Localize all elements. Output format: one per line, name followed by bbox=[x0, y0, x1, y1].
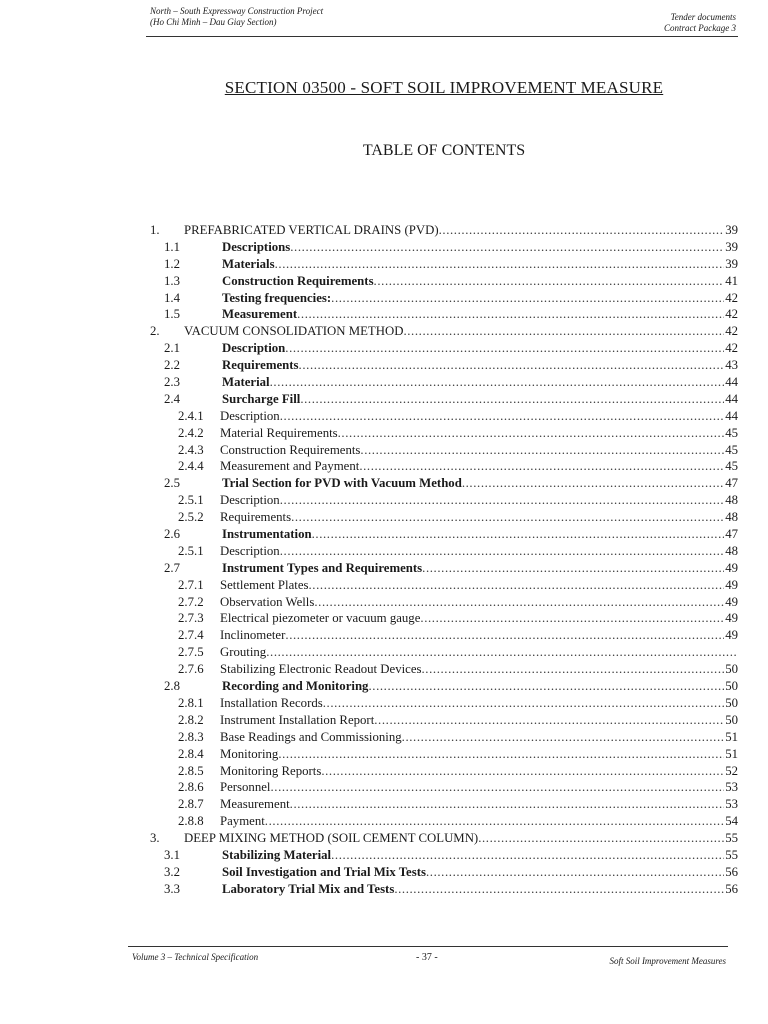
toc-entry-line bbox=[222, 340, 738, 357]
toc-entry-page: 50 bbox=[725, 712, 738, 727]
toc-entry-number: 2.5.1 bbox=[178, 543, 204, 558]
toc-entry bbox=[130, 425, 740, 442]
toc-entry-leader bbox=[439, 222, 725, 239]
toc-entry-title: Material bbox=[222, 375, 270, 390]
toc-entry-line bbox=[220, 763, 738, 780]
toc-entry-page: 39 bbox=[725, 239, 738, 254]
footer-volume: Volume 3 – Technical Specification bbox=[132, 952, 259, 962]
toc-entry-leader bbox=[278, 746, 724, 763]
footer-page-number: - 37 - bbox=[416, 952, 438, 963]
toc-entry-leader bbox=[374, 712, 724, 729]
section-title: SECTION 03500 - SOFT SOIL IMPROVEMENT MEASURE bbox=[224, 78, 664, 97]
toc-entry-number: 2.4 bbox=[164, 391, 180, 406]
toc-entry bbox=[130, 644, 740, 661]
toc-entry-title: Personnel bbox=[220, 780, 271, 795]
toc-entry-number: 2.8.1 bbox=[178, 695, 204, 710]
toc-entry-number: 1.4 bbox=[164, 290, 180, 305]
toc-entry-page: 39 bbox=[725, 256, 738, 271]
toc-entry-title: Description bbox=[220, 408, 280, 423]
toc-entry-title: Testing frequencies: bbox=[222, 290, 332, 305]
toc-entry-title: Construction Requirements bbox=[222, 273, 374, 288]
toc-entry-line bbox=[220, 779, 738, 796]
toc-entry-leader bbox=[331, 847, 724, 864]
toc-entry-page: 48 bbox=[725, 543, 738, 558]
toc-entry-number: 2.6 bbox=[164, 527, 180, 542]
toc-entry-title: VACUUM CONSOLIDATION METHOD bbox=[184, 324, 404, 339]
toc-entry-number: 2.5 bbox=[164, 476, 180, 491]
toc-entry bbox=[130, 661, 740, 678]
toc-entry-number: 2.8.5 bbox=[178, 763, 204, 778]
toc-entry-title: Laboratory Trial Mix and Tests bbox=[222, 881, 395, 896]
toc-entry-page: 48 bbox=[725, 493, 738, 508]
toc-entry-page: 52 bbox=[725, 763, 738, 778]
toc-entry-line bbox=[220, 492, 738, 509]
toc-entry-page: 56 bbox=[725, 864, 738, 879]
header-project bbox=[150, 6, 323, 28]
toc-entry-number: 2.8.3 bbox=[178, 729, 204, 744]
toc-entry-line bbox=[184, 323, 738, 340]
toc-entry-number: 2.7.4 bbox=[178, 628, 204, 643]
toc-entry-page: 51 bbox=[725, 746, 738, 761]
toc-entry bbox=[130, 323, 740, 340]
toc-entry-page: 43 bbox=[725, 358, 738, 373]
toc-entry-number: 2.5.2 bbox=[178, 510, 204, 525]
toc-entry-leader bbox=[312, 526, 725, 543]
toc-entry-page: 45 bbox=[725, 442, 738, 457]
toc-entry-number: 2.8 bbox=[164, 679, 180, 694]
toc-entry-line bbox=[184, 830, 738, 847]
toc-entry-line bbox=[222, 560, 738, 577]
toc-entry-leader bbox=[420, 610, 724, 627]
toc-entry-page: 47 bbox=[725, 476, 738, 491]
toc-entry-number: 3.2 bbox=[164, 864, 180, 879]
toc-entry-line bbox=[220, 729, 738, 746]
toc-entry-line bbox=[222, 357, 738, 374]
toc-entry-number: 2.4.2 bbox=[178, 425, 204, 440]
toc-heading: TABLE OF CONTENTS bbox=[362, 142, 526, 159]
toc-entry-title: Instrument Installation Report bbox=[220, 712, 375, 727]
toc-entry-line bbox=[222, 256, 738, 273]
toc-entry bbox=[130, 526, 740, 543]
toc-entry-line bbox=[220, 543, 738, 560]
toc-entry bbox=[130, 475, 740, 492]
toc-entry-line bbox=[220, 695, 738, 712]
toc-entry bbox=[130, 543, 740, 560]
toc-entry bbox=[130, 610, 740, 627]
toc-entry-line bbox=[220, 627, 738, 644]
toc-entry-number: 2.8.6 bbox=[178, 780, 204, 795]
toc-entry-page: 50 bbox=[725, 679, 738, 694]
toc-entry-title: Settlement Plates bbox=[220, 577, 309, 592]
toc-entry-line bbox=[184, 222, 738, 239]
toc-entry-number: 2.3 bbox=[164, 375, 180, 390]
toc-entry-title: Description bbox=[220, 493, 280, 508]
toc-entry-line bbox=[222, 239, 738, 256]
toc-entry-leader bbox=[270, 374, 725, 391]
toc-entry bbox=[130, 408, 740, 425]
toc-entry-line bbox=[220, 442, 738, 459]
toc-entry-page: 44 bbox=[725, 391, 738, 406]
toc-entry-number: 1.5 bbox=[164, 307, 180, 322]
toc-entry-page: 49 bbox=[725, 560, 738, 575]
toc-entry-page: 55 bbox=[725, 847, 738, 862]
toc-entry-leader bbox=[426, 864, 724, 881]
toc-entry-leader bbox=[280, 543, 724, 560]
toc-entry-line bbox=[220, 746, 738, 763]
toc-entry bbox=[130, 594, 740, 611]
toc-entry-line bbox=[222, 391, 738, 408]
toc-entry-line bbox=[222, 847, 738, 864]
toc-entry-page: 50 bbox=[725, 695, 738, 710]
toc-entry-number: 1.3 bbox=[164, 273, 180, 288]
toc-entry-title: Material Requirements bbox=[220, 425, 338, 440]
toc-entry-leader bbox=[275, 256, 725, 273]
toc-entry-page: 39 bbox=[725, 223, 738, 237]
toc-entry-line bbox=[222, 374, 738, 391]
toc-entry-number: 2.8.2 bbox=[178, 712, 204, 727]
toc-entry-number: 2.4.1 bbox=[178, 408, 204, 423]
toc-entry bbox=[130, 306, 740, 323]
toc-entry-line bbox=[222, 290, 738, 307]
toc-entry-leader bbox=[422, 560, 724, 577]
toc-entry-page: 47 bbox=[725, 527, 738, 542]
toc-entry-line bbox=[222, 475, 738, 492]
toc-entry-line bbox=[222, 678, 738, 695]
toc-entry-leader bbox=[299, 357, 725, 374]
toc-entry bbox=[130, 847, 740, 864]
toc-entry-leader bbox=[323, 695, 724, 712]
toc-entry bbox=[130, 509, 740, 526]
toc-entry-title: Construction Requirements bbox=[220, 442, 361, 457]
toc-entry bbox=[130, 560, 740, 577]
toc-entry bbox=[130, 273, 740, 290]
toc-entry-number: 3.1 bbox=[164, 847, 180, 862]
toc-entry bbox=[130, 391, 740, 408]
toc-entry-title: Description bbox=[222, 341, 286, 356]
header-project-line1: North – South Expressway Construction Project bbox=[150, 6, 324, 16]
toc-entry-leader bbox=[297, 306, 724, 323]
toc-entry-number: 2.2 bbox=[164, 358, 180, 373]
toc-entry bbox=[130, 881, 740, 898]
toc-entry-number: 1.1 bbox=[164, 239, 180, 254]
toc-entry bbox=[130, 746, 740, 763]
toc-entry bbox=[130, 239, 740, 256]
toc-entry bbox=[130, 577, 740, 594]
toc-entry-line bbox=[220, 661, 738, 678]
toc-entry-title: Surcharge Fill bbox=[222, 391, 301, 406]
header-contract bbox=[664, 12, 736, 34]
toc-entry-title: Instrument Types and Requirements bbox=[222, 560, 423, 575]
toc-entry bbox=[130, 290, 740, 307]
toc-entry bbox=[130, 813, 740, 830]
toc-entry-number: 2.4.4 bbox=[178, 459, 204, 474]
toc-entry-leader bbox=[300, 391, 724, 408]
toc-entry bbox=[130, 729, 740, 746]
toc-entry-page: 54 bbox=[725, 814, 738, 829]
toc-entry-page: 49 bbox=[725, 577, 738, 592]
toc-entry-leader bbox=[394, 881, 724, 898]
toc-entry-page: 53 bbox=[725, 780, 738, 795]
toc-entry-leader bbox=[309, 577, 725, 594]
toc-entry-title: Observation Wells bbox=[220, 594, 315, 609]
toc-entry-page: 42 bbox=[725, 341, 738, 356]
toc-entry-number: 2.7 bbox=[164, 560, 180, 575]
toc-entry-title: PREFABRICATED VERTICAL DRAINS (PVD) bbox=[184, 223, 439, 237]
toc-entry-title: Recording and Monitoring bbox=[222, 679, 369, 694]
toc-entry-title: Monitoring bbox=[220, 746, 279, 761]
toc-entry-page: 48 bbox=[725, 510, 738, 525]
toc-entry-title: DEEP MIXING METHOD (SOIL CEMENT COLUMN) bbox=[184, 831, 479, 846]
toc-entry-line bbox=[220, 712, 738, 729]
toc-entry bbox=[130, 864, 740, 881]
toc-entry-leader bbox=[280, 492, 724, 509]
toc-entry-title: Requirements bbox=[222, 358, 299, 373]
toc-entry-title: Measurement bbox=[220, 797, 290, 812]
toc-entry-leader bbox=[422, 661, 725, 678]
toc-entry-title: Trial Section for PVD with Vacuum Method bbox=[222, 476, 462, 491]
toc-entry-title: Monitoring Reports bbox=[220, 763, 322, 778]
toc-entry bbox=[130, 492, 740, 509]
toc-entry-title: Inclinometer bbox=[220, 628, 286, 643]
header-divider bbox=[146, 36, 738, 37]
footer-divider bbox=[128, 946, 728, 947]
toc-entry-line bbox=[220, 408, 738, 425]
toc-entry-line bbox=[220, 509, 738, 526]
toc-entry-leader bbox=[402, 729, 725, 746]
toc-entry-number: 2.8.7 bbox=[178, 797, 204, 812]
toc-entry-title: Descriptions bbox=[222, 239, 291, 254]
footer-title: Soft Soil Improvement Measures bbox=[609, 956, 726, 966]
toc-entry-page: 42 bbox=[725, 290, 738, 305]
toc-entry-title: Materials bbox=[222, 256, 275, 271]
toc-entry-number: 2. bbox=[150, 324, 160, 339]
toc-entry-line bbox=[220, 644, 738, 661]
toc-entry-line bbox=[220, 594, 738, 611]
toc-entry-title: Installation Records bbox=[220, 695, 323, 710]
toc-entry-title: Requirements bbox=[220, 510, 292, 525]
header-project-line2: (Ho Chi Minh – Dau Giay Section) bbox=[150, 17, 277, 27]
toc-entry-leader bbox=[314, 594, 724, 611]
toc-entry-title: Stabilizing Material bbox=[222, 847, 332, 862]
toc-entry-line bbox=[222, 864, 738, 881]
toc-entry-page: 56 bbox=[725, 881, 738, 896]
toc-entry-leader bbox=[462, 475, 724, 492]
toc-entry bbox=[130, 763, 740, 780]
toc-entry-number: 2.8.8 bbox=[178, 814, 204, 829]
toc-entry-line bbox=[220, 425, 738, 442]
toc-entry bbox=[130, 627, 740, 644]
toc-entry-number: 1.2 bbox=[164, 256, 180, 271]
toc-entry-number: 2.7.2 bbox=[178, 594, 204, 609]
toc-entry bbox=[130, 458, 740, 475]
toc-entry-number: 2.7.5 bbox=[178, 645, 204, 660]
toc-entry-page: 53 bbox=[725, 797, 738, 812]
toc-entry-title: Payment bbox=[220, 814, 265, 829]
toc-entry-leader bbox=[331, 290, 724, 307]
toc-entry-page: 42 bbox=[725, 307, 738, 322]
toc-entry-page: 49 bbox=[725, 611, 738, 626]
toc-entry-leader bbox=[291, 509, 724, 526]
toc-entry bbox=[130, 779, 740, 796]
toc-entry bbox=[130, 340, 740, 357]
toc-entry-line bbox=[220, 813, 738, 830]
toc-entry-leader bbox=[290, 796, 725, 813]
toc-entry-number: 2.7.6 bbox=[178, 662, 204, 677]
toc-entry-leader bbox=[290, 239, 724, 256]
toc-entry-page: 44 bbox=[725, 408, 738, 423]
toc-entry bbox=[130, 357, 740, 374]
toc-entry-title: Measurement bbox=[222, 307, 298, 322]
toc-entry-leader bbox=[265, 813, 724, 830]
toc-entry bbox=[130, 678, 740, 695]
toc-entry bbox=[130, 222, 740, 239]
toc-entry-line bbox=[220, 796, 738, 813]
toc-entry-leader bbox=[285, 627, 724, 644]
toc-entry-title: Soil Investigation and Trial Mix Tests bbox=[222, 864, 426, 879]
toc-entry-title: Grouting bbox=[220, 645, 267, 660]
toc-entry-title: Electrical piezometer or vacuum gauge bbox=[220, 611, 421, 626]
toc-entry-leader bbox=[368, 678, 724, 695]
toc-entry-page: 51 bbox=[725, 729, 738, 744]
header-contract-line2: Contract Package 3 bbox=[664, 23, 736, 33]
toc-entry-line bbox=[222, 273, 738, 290]
toc-entry-number: 2.7.3 bbox=[178, 611, 204, 626]
toc-entry bbox=[130, 712, 740, 729]
toc-entry-number: 2.4.3 bbox=[178, 442, 204, 457]
toc-entry-title: Instrumentation bbox=[222, 527, 312, 542]
toc-entry-number: 2.1 bbox=[164, 341, 180, 356]
header-contract-line1: Tender documents bbox=[670, 12, 736, 22]
toc-entry-page: 50 bbox=[725, 662, 738, 677]
toc-entry-page: 41 bbox=[725, 273, 738, 288]
toc-entry-leader bbox=[359, 458, 724, 475]
toc-entry bbox=[130, 830, 740, 847]
toc-entry-page: 49 bbox=[725, 628, 738, 643]
toc-entry-leader bbox=[338, 425, 725, 442]
table-of-contents bbox=[130, 222, 740, 898]
toc-entry-page: 44 bbox=[725, 375, 738, 390]
toc-entry-leader bbox=[321, 763, 724, 780]
toc-entry-leader bbox=[270, 779, 724, 796]
toc-entry-leader bbox=[266, 644, 737, 661]
toc-entry-number: 2.5.1 bbox=[178, 493, 204, 508]
toc-entry-title: Measurement and Payment bbox=[220, 459, 360, 474]
toc-entry bbox=[130, 695, 740, 712]
toc-entry bbox=[130, 796, 740, 813]
toc-entry-number: 1. bbox=[150, 223, 160, 237]
toc-entry-number: 2.7.1 bbox=[178, 577, 204, 592]
toc-entry-line bbox=[222, 881, 738, 898]
toc-entry-page: 55 bbox=[725, 831, 738, 846]
toc-entry-leader bbox=[360, 442, 724, 459]
toc-entry-page: 49 bbox=[725, 594, 738, 609]
toc-entry-number: 2.8.4 bbox=[178, 746, 204, 761]
toc-entry-line bbox=[222, 306, 738, 323]
toc-entry bbox=[130, 256, 740, 273]
toc-entry-leader bbox=[280, 408, 724, 425]
toc-entry bbox=[130, 442, 740, 459]
toc-entry-number: 3.3 bbox=[164, 881, 180, 896]
toc-entry-number: 3. bbox=[150, 831, 160, 846]
toc-entry-page: 45 bbox=[725, 459, 738, 474]
toc-entry-line bbox=[220, 610, 738, 627]
toc-entry-leader bbox=[374, 273, 725, 290]
toc-entry-title: Stabilizing Electronic Readout Devices bbox=[220, 662, 422, 677]
toc-entry-leader bbox=[403, 323, 724, 340]
toc-entry-line bbox=[220, 458, 738, 475]
toc-entry-page: 42 bbox=[725, 324, 738, 339]
toc-entry-leader bbox=[285, 340, 724, 357]
toc-entry-title: Description bbox=[220, 543, 280, 558]
toc-entry-line bbox=[220, 577, 738, 594]
toc-entry-title: Base Readings and Commissioning bbox=[220, 729, 402, 744]
toc-entry-leader bbox=[478, 830, 724, 847]
toc-entry bbox=[130, 374, 740, 391]
toc-entry-page: 45 bbox=[725, 425, 738, 440]
toc-entry-line bbox=[222, 526, 738, 543]
